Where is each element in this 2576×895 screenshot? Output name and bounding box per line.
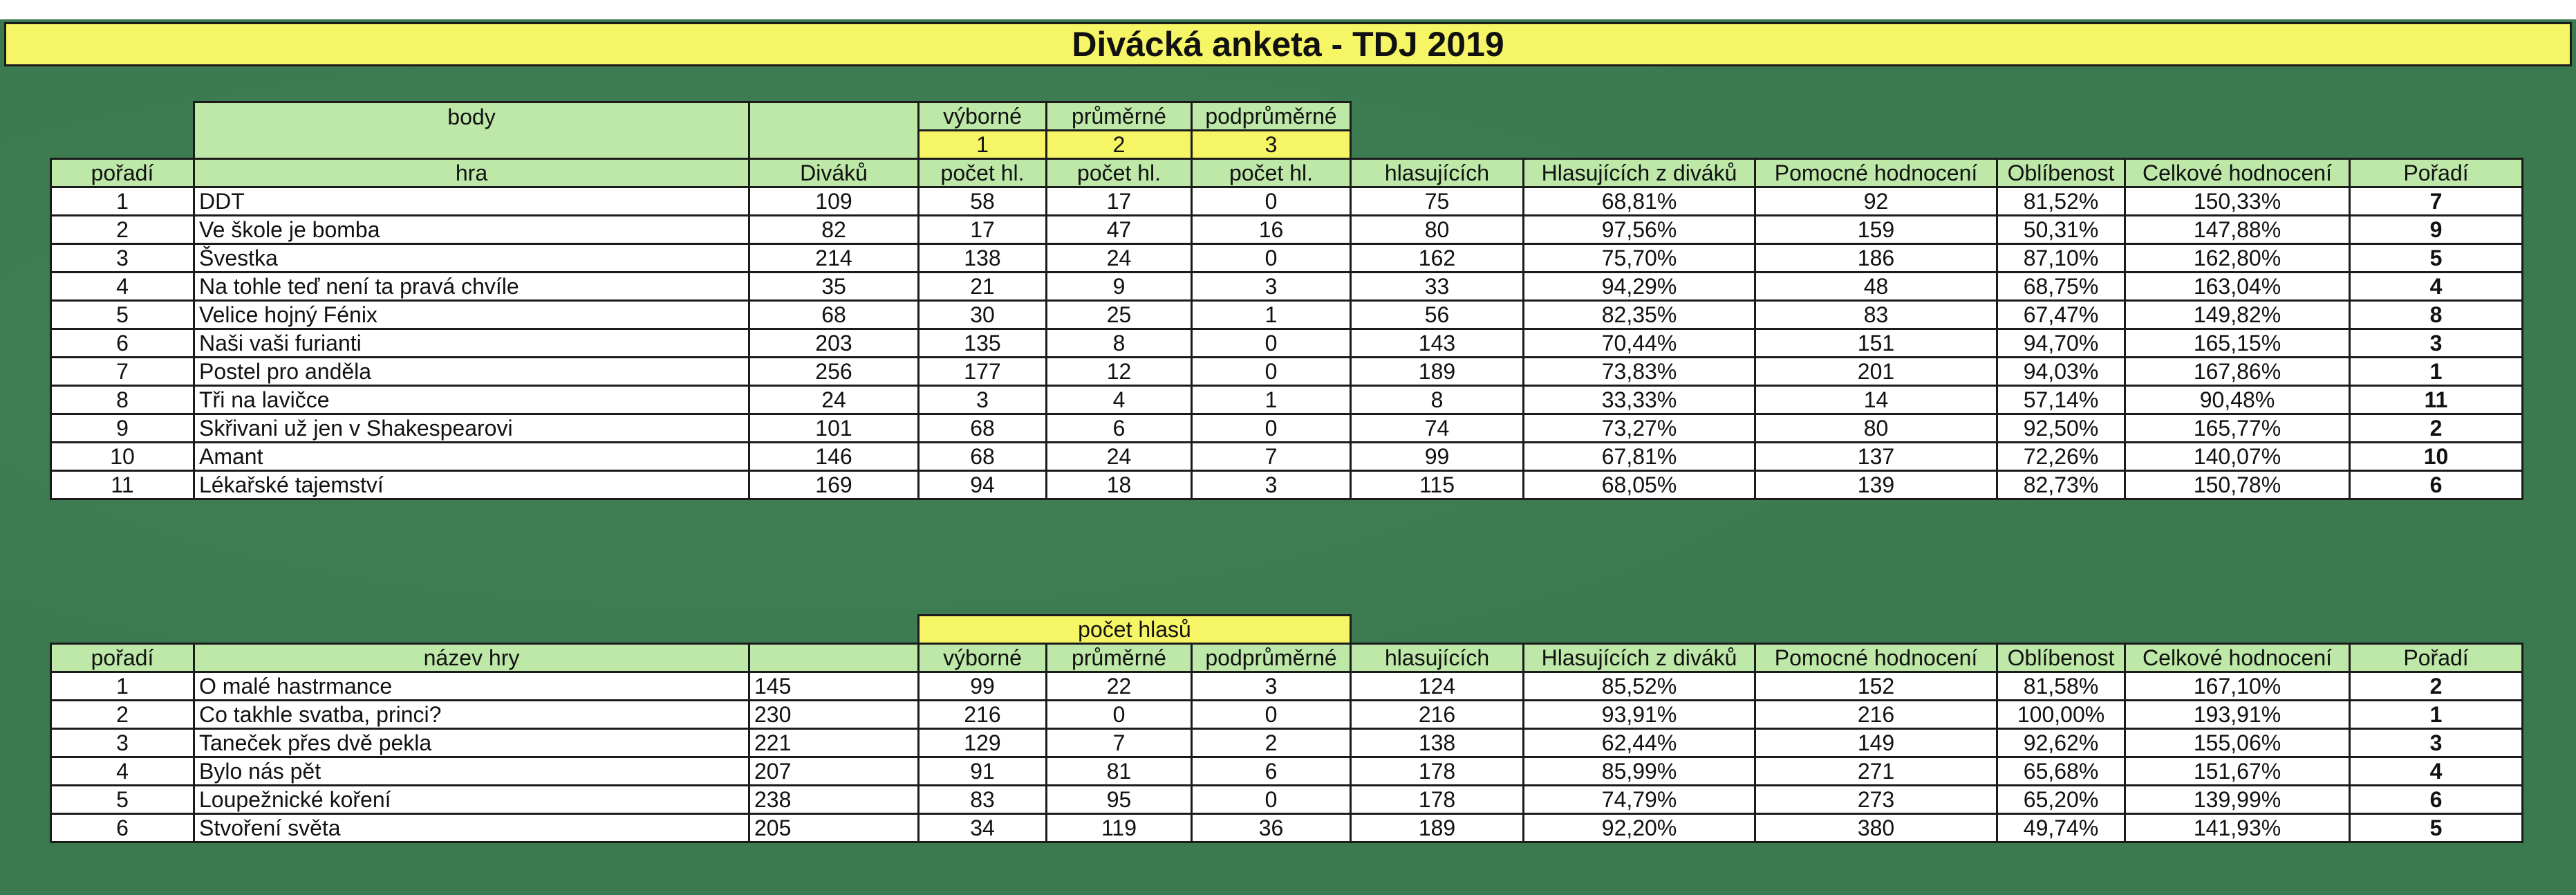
- table-cell: 9: [2350, 216, 2523, 244]
- table-cell: 80: [1755, 414, 1997, 443]
- table-cell: 33: [1351, 273, 1524, 301]
- table-cell: 14: [1755, 386, 1997, 414]
- table-cell: 10: [2350, 443, 2523, 471]
- table-cell: 73,27%: [1524, 414, 1755, 443]
- table-cell: 139: [1755, 471, 1997, 499]
- table-cell: 68: [919, 443, 1047, 471]
- column-header: průměrné: [1047, 644, 1192, 672]
- table-cell: 81,52%: [1997, 187, 2125, 216]
- table-cell: Postel pro anděla: [194, 358, 749, 386]
- column-header: hlasujících: [1351, 159, 1524, 187]
- column-header: výborné: [919, 644, 1047, 672]
- table-cell: 67,81%: [1524, 443, 1755, 471]
- table-cell: 80: [1351, 216, 1524, 244]
- table-cell: 6: [2350, 786, 2523, 814]
- table-cell: 11: [2350, 386, 2523, 414]
- table-cell: 68,75%: [1997, 273, 2125, 301]
- blank-cell: [51, 131, 194, 159]
- table-cell: 70,44%: [1524, 329, 1755, 358]
- table-cell: 62,44%: [1524, 729, 1755, 757]
- column-header: Pořadí: [2350, 644, 2523, 672]
- table-cell: 18: [1047, 471, 1192, 499]
- table-cell: 24: [1047, 443, 1192, 471]
- blank-header-cell: [749, 102, 919, 159]
- table-cell: 83: [919, 786, 1047, 814]
- table-cell: 138: [1351, 729, 1524, 757]
- table-cell: Loupežnické koření: [194, 786, 749, 814]
- table-cell: 151: [1755, 329, 1997, 358]
- table-cell: 115: [1351, 471, 1524, 499]
- table-cell: 165,77%: [2125, 414, 2350, 443]
- table-cell: 67,47%: [1997, 301, 2125, 329]
- table-cell: 9: [51, 414, 194, 443]
- column-header: počet hl.: [1047, 159, 1192, 187]
- table-cell: 256: [749, 358, 919, 386]
- table-cell: 99: [919, 672, 1047, 701]
- table-cell: 109: [749, 187, 919, 216]
- table-cell: 65,68%: [1997, 757, 2125, 786]
- table-row: [51, 672, 2523, 701]
- table-cell: 82: [749, 216, 919, 244]
- table-cell: 216: [1755, 701, 1997, 729]
- table-cell: Taneček přes dvě pekla: [194, 729, 749, 757]
- table-cell: 4: [2350, 273, 2523, 301]
- points-header: body: [194, 102, 749, 159]
- table-cell: 178: [1351, 757, 1524, 786]
- table-cell: 9: [1047, 273, 1192, 301]
- table-cell: 143: [1351, 329, 1524, 358]
- table-cell: 207: [749, 757, 919, 786]
- table-cell: 4: [51, 757, 194, 786]
- column-header-row: [51, 159, 2523, 187]
- column-header: [749, 644, 919, 672]
- column-header: název hry: [194, 644, 749, 672]
- table-cell: 8: [2350, 301, 2523, 329]
- table-cell: 68,05%: [1524, 471, 1755, 499]
- table-cell: O malé hastrmance: [194, 672, 749, 701]
- table-cell: 205: [749, 814, 919, 842]
- table-cell: 93,91%: [1524, 701, 1755, 729]
- table-cell: 193,91%: [2125, 701, 2350, 729]
- table-cell: 1: [51, 672, 194, 701]
- table-cell: 165,15%: [2125, 329, 2350, 358]
- table-cell: 75,70%: [1524, 244, 1755, 273]
- table-row: [51, 729, 2523, 757]
- table-cell: 94,29%: [1524, 273, 1755, 301]
- below-average-header: podprůměrné: [1192, 102, 1351, 131]
- table-cell: 49,74%: [1997, 814, 2125, 842]
- table-cell: 6: [51, 329, 194, 358]
- table-cell: 150,33%: [2125, 187, 2350, 216]
- table-cell: Co takhle svatba, princi?: [194, 701, 749, 729]
- points-excellent: 1: [919, 131, 1047, 159]
- table-row: [51, 757, 2523, 786]
- points-average: 2: [1047, 131, 1192, 159]
- table-cell: 99: [1351, 443, 1524, 471]
- table-cell: 92,50%: [1997, 414, 2125, 443]
- table-cell: 30: [919, 301, 1047, 329]
- table-cell: 94: [919, 471, 1047, 499]
- table-cell: 0: [1192, 414, 1351, 443]
- table-cell: 8: [1047, 329, 1192, 358]
- table-cell: 11: [51, 471, 194, 499]
- results-table-1: [50, 101, 2523, 500]
- table-cell: 4: [1047, 386, 1192, 414]
- table-row: [51, 701, 2523, 729]
- table-cell: 34: [919, 814, 1047, 842]
- table-cell: 3: [2350, 329, 2523, 358]
- table-cell: 7: [51, 358, 194, 386]
- table-cell: 47: [1047, 216, 1192, 244]
- table-cell: Skřivani už jen v Shakespearovi: [194, 414, 749, 443]
- table-cell: DDT: [194, 187, 749, 216]
- table-row: [51, 386, 2523, 414]
- table-row: [51, 414, 2523, 443]
- table-cell: 150,78%: [2125, 471, 2350, 499]
- column-header: podprůměrné: [1192, 644, 1351, 672]
- table-cell: 119: [1047, 814, 1192, 842]
- table-cell: 3: [1192, 471, 1351, 499]
- table-cell: 7: [1192, 443, 1351, 471]
- column-header-row: [51, 644, 2523, 672]
- table-cell: 271: [1755, 757, 1997, 786]
- results-table-2: [50, 614, 2523, 843]
- column-header: Pomocné hodnocení: [1755, 159, 1997, 187]
- table-cell: 186: [1755, 244, 1997, 273]
- table-cell: 139,99%: [2125, 786, 2350, 814]
- page-title: Divácká anketa - TDJ 2019: [1072, 25, 1504, 64]
- table-cell: 3: [1192, 273, 1351, 301]
- table-cell: 10: [51, 443, 194, 471]
- table-cell: Stvoření světa: [194, 814, 749, 842]
- table-cell: 48: [1755, 273, 1997, 301]
- table-row: [51, 301, 2523, 329]
- points-below-average: 3: [1192, 131, 1351, 159]
- table-cell: 1: [2350, 701, 2523, 729]
- table-cell: 100,00%: [1997, 701, 2125, 729]
- table-cell: 6: [2350, 471, 2523, 499]
- table-cell: 74: [1351, 414, 1524, 443]
- table-row: [51, 471, 2523, 499]
- table-row: [51, 358, 2523, 386]
- table-cell: 56: [1351, 301, 1524, 329]
- table-cell: 94,03%: [1997, 358, 2125, 386]
- table-cell: 162,80%: [2125, 244, 2350, 273]
- table-cell: 90,48%: [2125, 386, 2350, 414]
- table-cell: 7: [2350, 187, 2523, 216]
- table-cell: 1: [51, 187, 194, 216]
- table-cell: 167,86%: [2125, 358, 2350, 386]
- table-cell: 6: [51, 814, 194, 842]
- table-cell: 5: [2350, 814, 2523, 842]
- table-cell: 85,52%: [1524, 672, 1755, 701]
- table-cell: 82,35%: [1524, 301, 1755, 329]
- table-row: [51, 786, 2523, 814]
- table-cell: 17: [1047, 187, 1192, 216]
- table-cell: 0: [1192, 329, 1351, 358]
- column-header: Pomocné hodnocení: [1755, 644, 1997, 672]
- table-cell: 221: [749, 729, 919, 757]
- table-cell: Naši vaši furianti: [194, 329, 749, 358]
- table-cell: 92: [1755, 187, 1997, 216]
- table-cell: 149,82%: [2125, 301, 2350, 329]
- table-cell: 87,10%: [1997, 244, 2125, 273]
- column-header: Oblíbenost: [1997, 644, 2125, 672]
- table-cell: 95: [1047, 786, 1192, 814]
- blank-cell: [1351, 131, 2523, 159]
- table-row: [51, 814, 2523, 842]
- table-cell: 85,99%: [1524, 757, 1755, 786]
- table-cell: 151,67%: [2125, 757, 2350, 786]
- table-row: [51, 187, 2523, 216]
- blank-cell: [51, 102, 194, 131]
- table-cell: 4: [2350, 757, 2523, 786]
- table-cell: 177: [919, 358, 1047, 386]
- table-cell: 149: [1755, 729, 1997, 757]
- table-cell: Lékařské tajemství: [194, 471, 749, 499]
- table-cell: 83: [1755, 301, 1997, 329]
- table-row: [51, 216, 2523, 244]
- table-cell: 81,58%: [1997, 672, 2125, 701]
- table-cell: 68: [919, 414, 1047, 443]
- table-cell: 2: [2350, 672, 2523, 701]
- column-header: Celkové hodnocení: [2125, 159, 2350, 187]
- table-cell: 74,79%: [1524, 786, 1755, 814]
- table-cell: 214: [749, 244, 919, 273]
- table-cell: 203: [749, 329, 919, 358]
- table-row: [51, 329, 2523, 358]
- table-cell: 129: [919, 729, 1047, 757]
- table-cell: 167,10%: [2125, 672, 2350, 701]
- table-cell: 2: [51, 216, 194, 244]
- table-cell: 189: [1351, 358, 1524, 386]
- table-cell: 92,20%: [1524, 814, 1755, 842]
- table-cell: 0: [1192, 244, 1351, 273]
- table-cell: 81: [1047, 757, 1192, 786]
- column-header: počet hl.: [919, 159, 1047, 187]
- table-cell: 36: [1192, 814, 1351, 842]
- table-cell: 189: [1351, 814, 1524, 842]
- table-cell: 3: [51, 244, 194, 273]
- table-cell: 6: [1047, 414, 1192, 443]
- table-cell: 8: [51, 386, 194, 414]
- table-row: [51, 443, 2523, 471]
- table-cell: 50,31%: [1997, 216, 2125, 244]
- table-cell: 0: [1192, 701, 1351, 729]
- column-header: hra: [194, 159, 749, 187]
- table-cell: 146: [749, 443, 919, 471]
- column-header: Diváků: [749, 159, 919, 187]
- blank-cell: [1351, 616, 2523, 644]
- table-cell: 3: [2350, 729, 2523, 757]
- header-row-top: [51, 102, 2523, 131]
- excellent-header: výborné: [919, 102, 1047, 131]
- table-cell: 124: [1351, 672, 1524, 701]
- table-cell: 24: [749, 386, 919, 414]
- table-row: [51, 244, 2523, 273]
- table-cell: 0: [1192, 358, 1351, 386]
- table-cell: 17: [919, 216, 1047, 244]
- table-cell: 2: [1192, 729, 1351, 757]
- table-row: [51, 273, 2523, 301]
- blank-cell: [1351, 102, 2523, 131]
- table-cell: 137: [1755, 443, 1997, 471]
- table-cell: 0: [1192, 187, 1351, 216]
- table-cell: 138: [919, 244, 1047, 273]
- table-cell: 75: [1351, 187, 1524, 216]
- table-cell: 16: [1192, 216, 1351, 244]
- table-cell: 1: [2350, 358, 2523, 386]
- table-cell: 216: [919, 701, 1047, 729]
- table-cell: 152: [1755, 672, 1997, 701]
- table-cell: 65,20%: [1997, 786, 2125, 814]
- table-cell: 178: [1351, 786, 1524, 814]
- table-cell: 24: [1047, 244, 1192, 273]
- table-cell: Tři na lavičce: [194, 386, 749, 414]
- table-cell: 238: [749, 786, 919, 814]
- table-cell: 6: [1192, 757, 1351, 786]
- column-header: Celkové hodnocení: [2125, 644, 2350, 672]
- votes-header-row: [51, 616, 2523, 644]
- table-cell: 5: [51, 786, 194, 814]
- table-cell: 68,81%: [1524, 187, 1755, 216]
- table-cell: Bylo nás pět: [194, 757, 749, 786]
- table-cell: 380: [1755, 814, 1997, 842]
- table-cell: 155,06%: [2125, 729, 2350, 757]
- table-cell: 72,26%: [1997, 443, 2125, 471]
- table-cell: 7: [1047, 729, 1192, 757]
- table-cell: 163,04%: [2125, 273, 2350, 301]
- table-cell: 22: [1047, 672, 1192, 701]
- table-cell: 140,07%: [2125, 443, 2350, 471]
- table-cell: Ve škole je bomba: [194, 216, 749, 244]
- column-header: Oblíbenost: [1997, 159, 2125, 187]
- column-header: počet hl.: [1192, 159, 1351, 187]
- table-cell: 147,88%: [2125, 216, 2350, 244]
- table-cell: Amant: [194, 443, 749, 471]
- table-cell: 21: [919, 273, 1047, 301]
- table-cell: 1: [1192, 301, 1351, 329]
- table-cell: 5: [51, 301, 194, 329]
- column-header: hlasujících: [1351, 644, 1524, 672]
- table-cell: 159: [1755, 216, 1997, 244]
- table-cell: 1: [1192, 386, 1351, 414]
- table-cell: 0: [1047, 701, 1192, 729]
- table-cell: 3: [51, 729, 194, 757]
- column-header: pořadí: [51, 159, 194, 187]
- table-cell: 3: [919, 386, 1047, 414]
- column-header: Pořadí: [2350, 159, 2523, 187]
- table-cell: 4: [51, 273, 194, 301]
- table-cell: 68: [749, 301, 919, 329]
- column-header: Hlasujících z diváků: [1524, 644, 1755, 672]
- table-cell: 57,14%: [1997, 386, 2125, 414]
- average-header: průměrné: [1047, 102, 1192, 131]
- table-cell: 12: [1047, 358, 1192, 386]
- table-cell: Na tohle teď není ta pravá chvíle: [194, 273, 749, 301]
- table-cell: 0: [1192, 786, 1351, 814]
- table-cell: 73,83%: [1524, 358, 1755, 386]
- table-cell: 216: [1351, 701, 1524, 729]
- table-cell: 145: [749, 672, 919, 701]
- table-cell: 58: [919, 187, 1047, 216]
- table-cell: 25: [1047, 301, 1192, 329]
- table-cell: 230: [749, 701, 919, 729]
- votes-count-header: počet hlasů: [919, 616, 1351, 644]
- table-cell: 92,62%: [1997, 729, 2125, 757]
- blank-cell: [51, 616, 919, 644]
- column-header: pořadí: [51, 644, 194, 672]
- table-cell: 82,73%: [1997, 471, 2125, 499]
- table-cell: 162: [1351, 244, 1524, 273]
- table-cell: 35: [749, 273, 919, 301]
- table-cell: 169: [749, 471, 919, 499]
- column-header: Hlasujících z diváků: [1524, 159, 1755, 187]
- table-cell: 273: [1755, 786, 1997, 814]
- table-cell: Velice hojný Fénix: [194, 301, 749, 329]
- table-cell: 5: [2350, 244, 2523, 273]
- table-cell: 141,93%: [2125, 814, 2350, 842]
- table-cell: 2: [51, 701, 194, 729]
- title-bar: [4, 22, 2572, 66]
- table-cell: 33,33%: [1524, 386, 1755, 414]
- table-cell: 3: [1192, 672, 1351, 701]
- table-cell: 91: [919, 757, 1047, 786]
- table-cell: 94,70%: [1997, 329, 2125, 358]
- table-cell: 8: [1351, 386, 1524, 414]
- table-cell: 101: [749, 414, 919, 443]
- table-cell: 135: [919, 329, 1047, 358]
- table-cell: 2: [2350, 414, 2523, 443]
- table-cell: 201: [1755, 358, 1997, 386]
- table-cell: Švestka: [194, 244, 749, 273]
- table-cell: 97,56%: [1524, 216, 1755, 244]
